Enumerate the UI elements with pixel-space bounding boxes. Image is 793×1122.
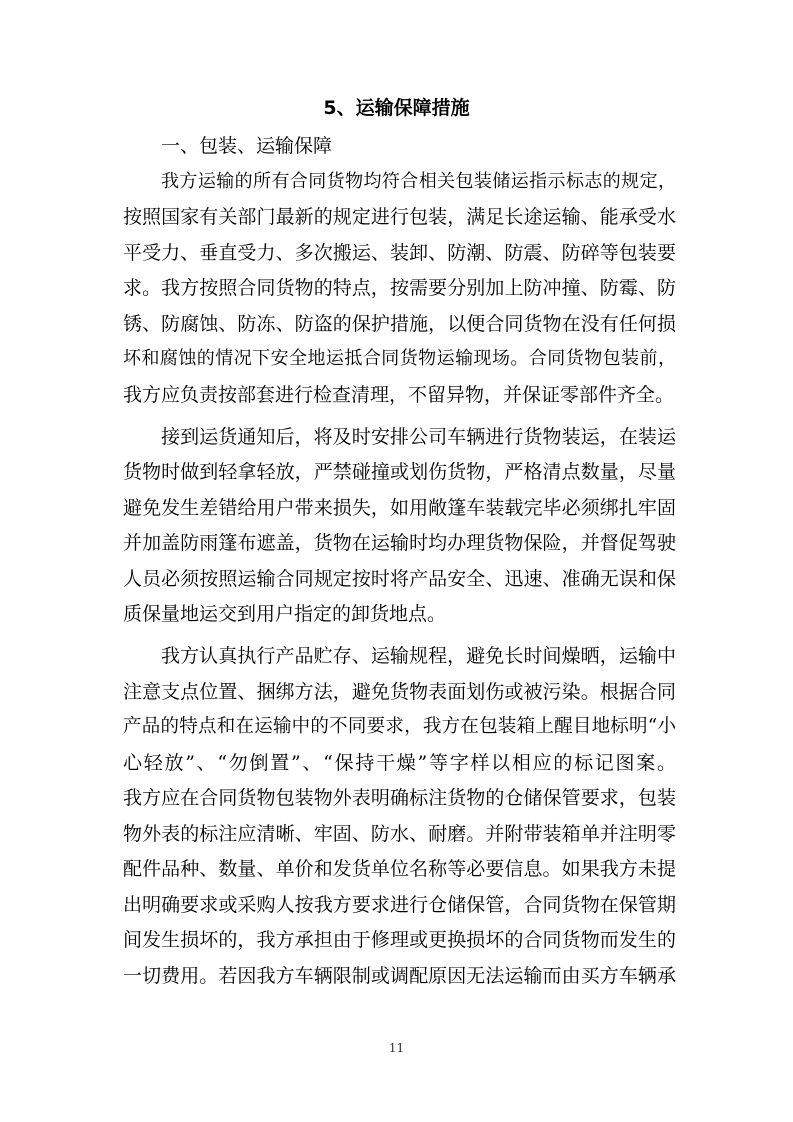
text-line: 并加盖防雨篷布遮盖，货物在运输时均办理货物保险，并督促驾驶	[123, 532, 676, 554]
page-number: 11	[388, 1041, 405, 1055]
text-line: 人员必须按照运输合同规定按时将产品安全、迅速、准确无误和保	[123, 568, 676, 590]
text-line: 产品的特点和在运输中的不同要求，我方在包装箱上醒目地标明“小	[123, 716, 676, 737]
text-line: 接到运货通知后，将及时安排公司车辆进行货物装运，在装运	[161, 426, 676, 448]
text-line: 质保量地运交到用户指定的卸货地点。	[123, 603, 447, 625]
text-line: 注意支点位置、捆绑方法，避免货物表面划伤或被污染。根据合同	[123, 681, 676, 703]
text-line: 配件品种、数量、单价和发货单位名称等必要信息。如果我方未提	[123, 858, 676, 880]
text-line: 物外表的标注应清晰、牢固、防水、耐磨。并附带装箱单并注明零	[123, 823, 676, 845]
text-line: 平受力、垂直受力、多次搬运、装卸、防潮、防震、防碎等包装要	[123, 242, 676, 264]
text-line: 货物时做到轻拿轻放，严禁碰撞或划伤货物，严格清点数量，尽量	[123, 461, 676, 483]
text-line: 按照国家有关部门最新的规定进行包装，满足长途运输、能承受水	[123, 206, 676, 228]
text-line: 我方认真执行产品贮存、运输规程，避免长时间燥晒，运输中	[161, 645, 676, 667]
text-line: 锈、防腐蚀、防冻、防盗的保护措施，以便合同货物在没有任何损	[123, 313, 676, 335]
text-line: 我方运输的所有合同货物均符合相关包装储运指示标志的规定，	[161, 171, 676, 192]
text-line: 出明确要求或采购人按我方要求进行仓储保管，合同货物在保管期	[123, 894, 676, 916]
text-line: 间发生损坏的，我方承担由于修理或更换损坏的合同货物而发生的	[123, 929, 676, 951]
page-title: 5、运输保障措施	[323, 97, 470, 119]
section-heading: 一、包装、运输保障	[161, 135, 333, 157]
text-line: 一切费用。若因我方车辆限制或调配原因无法运输而由买方车辆承	[123, 965, 676, 987]
text-line: 我方应在合同货物包装物外表明确标注货物的仓储保管要求，包装	[123, 787, 676, 809]
text-line: 我方应负责按部套进行检查清理，不留异物，并保证零部件齐全。	[123, 384, 675, 406]
text-line: 坏和腐蚀的情况下安全地运抵合同货物运输现场。合同货物包装前，	[123, 348, 676, 369]
text-line: 避免发生差错给用户带来损失，如用敞篷车装载完毕必须绑扎牢固	[123, 497, 676, 519]
text-line: 心轻放”、“勿倒置”、“保持干燥”等字样以相应的标记图案。	[123, 752, 676, 774]
text-line: 求。我方按照合同货物的特点，按需要分别加上防冲撞、防霉、防	[123, 277, 676, 299]
